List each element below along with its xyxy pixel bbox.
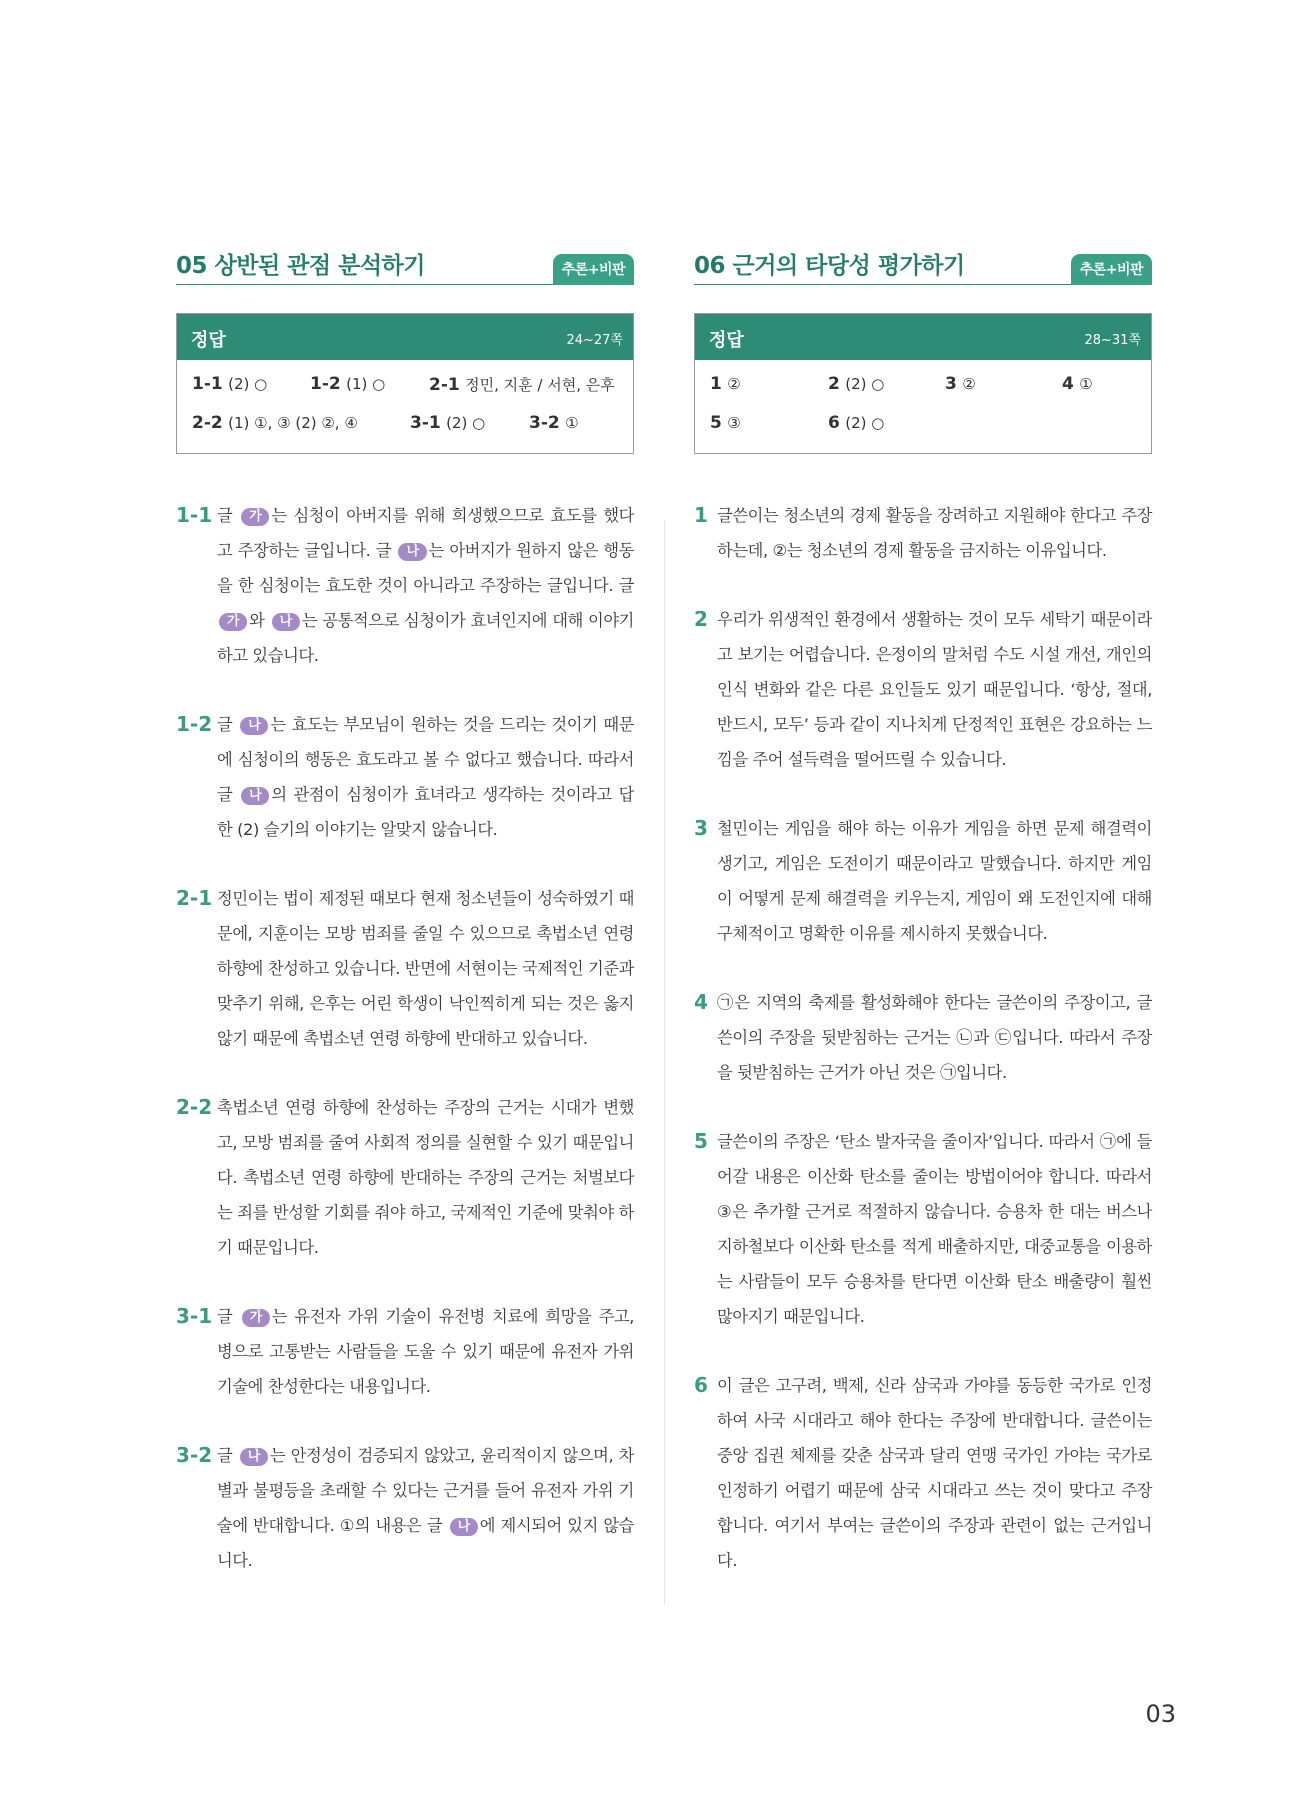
explanation-4: 4 ㉠은 지역의 축제를 활성화해야 한다는 글쓴이의 주장이고, 글쓴이의 주장을 뒷받침하는 근거는 ㉡과 ㉢입니다. 따라서 주장을 뒷받침하는 근거가 아닌 것은 ㉠입니다.: [694, 990, 1152, 1082]
pill-na: 나: [240, 1448, 268, 1466]
answer-item: 3 ②: [945, 374, 976, 394]
explanation-1-1: 1-1 글 가 는 심청이 아버지를 위해 희생했으므로 효도를 했다고 주장하는 글입니다. 글 나 는 아버지가 원하지 않은 행동을 한 심청이는 효도한 것이 아니라고 주장하는 글입니다. 글 가 와 나 는 공통적으로 심청이가 효녀인지에 대해 이야기하고 있습니다.: [176, 503, 635, 665]
explanation-1: 1 글쓴이는 청소년의 경제 활동을 장려하고 지원해야 한다고 주장하는데, ②는 청소년의 경제 활동을 금지하는 이유입니다.: [694, 503, 1152, 560]
section-05: [176, 248, 634, 1578]
explanation-2: 2 우리가 위생적인 환경에서 생활하는 것이 모두 세탁기 때문이라고 보기는 어렵습니다. 은정이의 말처럼 수도 시설 개선, 개인의 인식 변화와 같은 다른 요인들도 있기 때문입니다. ‘항상, 절대, 반드시, 모두’ 등과 같이 지나치게 단정적인 표현은 강요하는 느낌을 주어 설득력을 떨어뜨릴 수 있습니다.: [694, 607, 1152, 769]
answer-item: 1-2 (1) ○: [310, 374, 386, 394]
page-number: 03: [1145, 1700, 1176, 1728]
answer-item: 2-2 (1) ①, ③ (2) ②, ④: [192, 413, 358, 433]
pill-na: 나: [450, 1518, 478, 1536]
explanation-5: 5 글쓴이의 주장은 ‘탄소 발자국을 줄이자’입니다. 따라서 ㉠에 들어갈 내용은 이산화 탄소를 줄이는 방법이어야 합니다. 따라서 ③은 추가할 근거로 적절하지 않습니다. 승용차 한 대는 버스나 지하철보다 이산화 탄소를 적게 배출하지만, 대중교통을 이용하는 사람들이 모두 승용차를 탄다면 이산화 탄소 배출량이 훨씬 많아지기 때문입니다.: [694, 1129, 1152, 1326]
explanation-1-2: 1-2 글 나 는 효도는 부모님이 원하는 것을 드리는 것이기 때문에 심청이의 행동은 효도라고 볼 수 없다고 했습니다. 따라서 글 나 의 관점이 심청이가 효녀라고 생각하는 것이라고 답한 (2) 슬기의 이야기는 알맞지 않습니다.: [176, 712, 634, 839]
pill-na: 나: [240, 717, 268, 735]
section-title: 05 상반된 관점 분석하기: [176, 253, 425, 279]
pill-ga: 가: [219, 613, 247, 631]
explanation-2-1: 2-1 정민이는 법이 제정된 때보다 현재 청소년들이 성숙하였기 때문에, 지훈이는 모방 범죄를 줄일 수 있으므로 촉법소년 연령 하향에 찬성하고 있습니다. 반면에 서현이는 국제적인 기준과 맞추기 위해, 은후는 어린 학생이 낙인찍히게 되는 것은 옳지 않기 때문에 촉법소년 연령 하향에 반대하고 있습니다.: [176, 886, 634, 1048]
section-title: 06 근거의 타당성 평가하기: [694, 253, 965, 279]
answer-list: [177, 360, 633, 453]
explanation-3: 3 철민이는 게임을 해야 하는 이유가 게임을 하면 문제 해결력이 생기고, 게임은 도전이기 때문이라고 말했습니다. 하지만 게임이 어떻게 문제 해결력을 키우는지, 게임이 왜 도전인지에 대해 구체적이고 명확한 이유를 제시하지 못했습니다.: [694, 816, 1152, 943]
explanation-3-2: 3-2 글 나 는 안정성이 검증되지 않았고, 윤리적이지 않으며, 차별과 불평등을 초래할 수 있다는 근거를 들어 유전자 가위 기술에 반대합니다. ①의 내용은 글 나 에 제시되어 있지 않습니다.: [176, 1443, 634, 1570]
answer-box-header: [695, 314, 1151, 360]
explanation-3-1: 3-1 글 가 는 유전자 가위 기술이 유전병 치료에 희망을 주고, 병으로 고통받는 사람들을 도울 수 있기 때문에 유전자 가위 기술에 찬성한다는 내용입니다.: [176, 1304, 634, 1396]
column-divider: [664, 520, 665, 1605]
answer-box: [176, 313, 634, 454]
answer-pages: 28~31쪽: [1084, 333, 1141, 348]
answer-item: 6 (2) ○: [828, 413, 885, 433]
answer-box-header: [177, 314, 633, 360]
answer-item: 3-2 ①: [529, 413, 579, 433]
answer-box: [694, 313, 1152, 454]
answer-item: 4 ①: [1062, 374, 1093, 394]
answer-item: 2-1 정민, 지훈 / 서현, 은후: [429, 375, 615, 395]
pill-na: 나: [272, 613, 300, 631]
pill-ga: 가: [241, 508, 269, 526]
category-badge: 추론+비판: [1071, 254, 1152, 285]
pill-na: 나: [398, 543, 426, 561]
answer-item: 5 ③: [710, 413, 741, 433]
answer-label: 정답: [709, 330, 744, 351]
section-header: [176, 248, 634, 285]
answer-item: 1 ②: [710, 374, 741, 394]
answer-list: [695, 360, 1151, 453]
answer-item: 1-1 (2) ○: [192, 374, 268, 394]
answer-item: 3-1 (2) ○: [410, 413, 486, 433]
section-header: [694, 248, 1152, 285]
section-06: [694, 248, 1152, 1578]
answer-pages: 24~27쪽: [566, 333, 623, 348]
explanation-6: 6 이 글은 고구려, 백제, 신라 삼국과 가야를 동등한 국가로 인정하여 사국 시대라고 해야 한다는 주장에 반대합니다. 글쓴이는 중앙 집권 체제를 갖춘 삼국과 달리 연맹 국가인 가야는 국가로 인정하기 어렵기 때문에 삼국 시대라고 쓰는 것이 맞다고 주장합니다. 여기서 부여는 글쓴이의 주장과 관련이 없는 근거입니다.: [694, 1373, 1152, 1570]
explanation-2-2: 2-2 촉법소년 연령 하향에 찬성하는 주장의 근거는 시대가 변했고, 모방 범죄를 줄여 사회적 정의를 실현할 수 있기 때문입니다. 촉법소년 연령 하향에 반대하는 주장의 근거는 처벌보다는 죄를 반성할 기회를 줘야 하고, 국제적인 기준에 맞춰야 하기 때문입니다.: [176, 1095, 634, 1257]
answer-item: 2 (2) ○: [828, 374, 885, 394]
category-badge: 추론+비판: [553, 254, 634, 285]
pill-ga: 가: [242, 1309, 270, 1327]
answer-label: 정답: [191, 330, 226, 351]
pill-na: 나: [241, 787, 269, 805]
